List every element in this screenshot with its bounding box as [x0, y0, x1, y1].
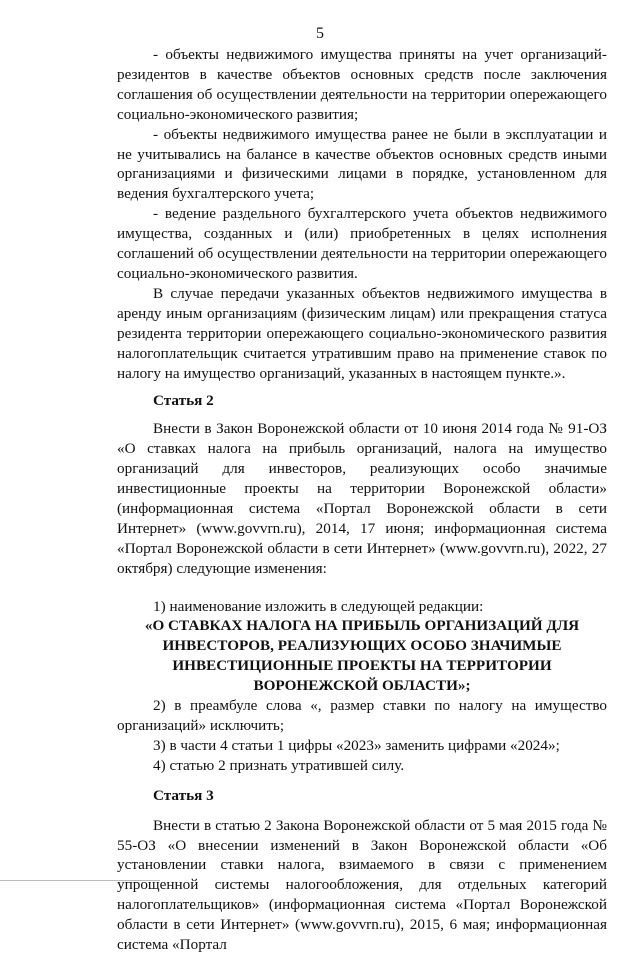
article-2-heading: Статья 2: [153, 392, 214, 410]
document-body: [117, 45, 607, 955]
paragraph-bullet-1: - объекты недвижимого имущества приняты на учет организаций-резидентов в качестве объектов основных средств после заключения соглашения об осуществлении деятельности на территории опережающего социально-экономического развития;: [117, 46, 607, 123]
new-law-title: «О СТАВКАХ НАЛОГА НА ПРИБЫЛЬ ОРГАНИЗАЦИЙ ДЛЯ ИНВЕСТОРОВ, РЕАЛИЗУЮЩИХ ОСОБО ЗНАЧИМЫЕ ИНВЕСТИЦИОННЫЕ ПРОЕКТЫ НА ТЕРРИТОРИИ ВОРОНЕЖСКОЙ ОБЛАСТИ»;: [144, 617, 580, 695]
page-number: 5: [316, 25, 324, 42]
article-2-item-1: 1) наименование изложить в следующей редакции:: [153, 597, 484, 615]
article-2-intro: Внести в Закон Воронежской области от 10 июня 2014 года № 91-ОЗ «О ставках налога на прибыль организаций, налога на имущество организаций для инвесторов, реализующих особо значимые инвестиционные проекты на территории Воронежской области» (информационная система «Портал Воронежской области в сети Интернет» (www.govvrn.ru), 2014, 17 июня; информационная система «Портал Воронежской области в сети Интернет» (www.govvrn.ru), 2022, 27 октября) следующие изменения:: [117, 420, 607, 577]
scan-edge-line: [0, 880, 160, 881]
paragraph-bullet-3: - ведение раздельного бухгалтерского учета объектов недвижимого имущества, созданных и (или) приобретенных в целях исполнения соглашений об осуществлении деятельности на территории опережающего социально-экономического развития.: [117, 205, 607, 282]
paragraph-lease-condition: В случае передачи указанных объектов недвижимого имущества в аренду иным организациям (физическим лицам) или прекращения статуса резидента территории опережающего социально-экономического развития налогоплательщик считается утратившим право на применение ставок по налогу на имущество организаций, указанных в настоящем пункте.».: [117, 284, 607, 382]
article-3-intro: Внести в статью 2 Закона Воронежской области от 5 мая 2015 года № 55-ОЗ «О внесении изменений в Закон Воронежской области «Об установлении ставки налога, взимаемого в связи с применением упрощенной системы налогообложения, для отдельных категорий налогоплательщиков» (информационная система «Портал Воронежской области в сети Интернет» (www.govvrn.ru), 2015, 6 мая; информационная система «Портал: [117, 816, 607, 954]
article-3-heading: Статья 3: [153, 786, 214, 804]
paragraph-bullet-2: - объекты недвижимого имущества ранее не были в эксплуатации и не учитывались на балансе в качестве объектов основных средств иными организациями и физическими лицами в порядке, установленном для ведения бухгалтерского учета;: [117, 125, 607, 203]
article-2-item-2: 2) в преамбуле слова «, размер ставки по налогу на имущество организаций» исключить;: [117, 697, 607, 734]
article-2-item-3: 3) в части 4 статьи 1 цифры «2023» заменить цифрами «2024»;: [153, 736, 560, 754]
article-2-item-4: 4) статью 2 признать утратившей силу.: [153, 756, 405, 774]
